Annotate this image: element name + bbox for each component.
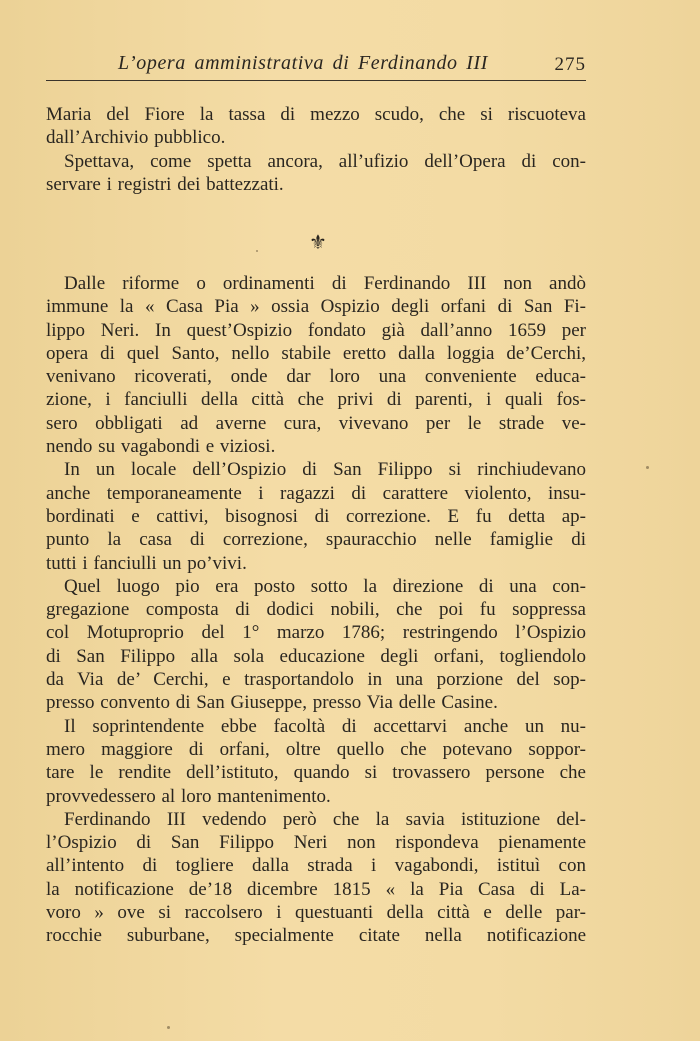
- paragraph-continuation-end: [46, 126, 586, 149]
- text-line: Dalle riforme o ordinamenti di Ferdinando III non andò: [64, 273, 586, 294]
- paragraph: [46, 272, 586, 458]
- running-head: [46, 52, 586, 80]
- text-line: Il soprintendente ebbe facoltà di accettarvi anche un nu-: [64, 715, 586, 737]
- text-line: immune la « Casa Pia » ossia Ospizio degli orfani di San Fi-: [46, 296, 586, 318]
- text-line: bordinati e cattivi, bisognosi di correzione. E fu detta ap-: [46, 505, 586, 527]
- paper-speck: [167, 1026, 170, 1029]
- paragraph: [46, 808, 586, 948]
- text-line: Spettava, come spetta ancora, all’ufizio dell’Opera di con-: [64, 151, 586, 172]
- paragraph-continuation: [46, 103, 586, 126]
- text-line: Ferdinando III vedendo però che la savia istituzione del-: [64, 808, 586, 830]
- text-line: presso convento di San Giuseppe, presso Via delle Casine.: [46, 692, 498, 714]
- page-number: 275: [554, 54, 586, 75]
- paragraph: [46, 150, 586, 197]
- paper-speck: [256, 250, 258, 252]
- text-line: gregazione composta di dodici nobili, che poi fu soppressa: [46, 599, 586, 621]
- text-line: mero maggiore di orfani, oltre quello che potevano soppor-: [46, 738, 586, 760]
- text-line: Maria del Fiore la tassa di mezzo scudo, che si riscuoteva: [46, 104, 586, 125]
- text-line: provvedessero al loro mantenimento.: [46, 785, 331, 807]
- paragraph: [46, 715, 586, 808]
- text-line: nendo su vagabondi e viziosi.: [46, 436, 276, 458]
- fleuron-ornament-icon: ⚜: [309, 232, 327, 254]
- text-line: lippo Neri. In quest’Ospizio fondato già dall’anno 1659 per: [46, 319, 586, 341]
- text-line: rocchie suburbane, specialmente citate nella notificazione: [46, 925, 586, 947]
- text-line: all’intento di togliere dalla strada i vagabondi, istituì con: [46, 855, 586, 877]
- running-title: L’opera amministrativa di Ferdinando III: [118, 52, 489, 74]
- text-line: voro » ove si raccolsero i questuanti della città e delle par-: [46, 902, 586, 924]
- paragraph: [46, 458, 586, 574]
- text-line: tare le rendite dell’istituto, quando si trovassero persone che: [46, 762, 586, 784]
- text-line: zione, i fanciulli della città che privi di parenti, i quali fos-: [46, 389, 586, 411]
- text-line: la notificazione de’18 dicembre 1815 « la Pia Casa di La-: [46, 878, 586, 900]
- body-text: [46, 272, 586, 948]
- text-line: da Via de’ Cerchi, e trasportandolo in una porzione del sop-: [46, 669, 586, 691]
- paragraph: [46, 575, 586, 715]
- text-line: dall’Archivio pubblico.: [46, 127, 226, 149]
- header-rule: [46, 80, 586, 81]
- text-line: di San Filippo alla sola educazione degli orfani, togliendolo: [46, 645, 586, 667]
- text-line: anche temporaneamente i ragazzi di carattere violento, insu-: [46, 482, 586, 504]
- text-line: tutti i fanciulli un po’vivi.: [46, 552, 247, 574]
- text-line: venivano ricoverati, onde dar loro una conveniente educa-: [46, 366, 586, 388]
- text-line: sero obbligati ad averne cura, vivevano per le strade ve-: [46, 412, 586, 434]
- text-line: Quel luogo pio era posto sotto la direzione di una con-: [64, 575, 586, 597]
- text-line: punto la casa di correzione, spauracchio nelle famiglie di: [46, 529, 586, 551]
- text-line: servare i registri dei battezzati.: [46, 174, 284, 196]
- text-line: In un locale dell’Ospizio di San Filippo si rinchiudevano: [64, 459, 586, 481]
- text-line: l’Ospizio di San Filippo Neri non rispondeva pienamente: [46, 832, 586, 854]
- text-line: col Motuproprio del 1° marzo 1786; restringendo l’Ospizio: [46, 622, 586, 644]
- text-line: opera di quel Santo, nello stabile eretto dalla loggia de’Cerchi,: [46, 342, 586, 364]
- paper-speck: [646, 466, 649, 469]
